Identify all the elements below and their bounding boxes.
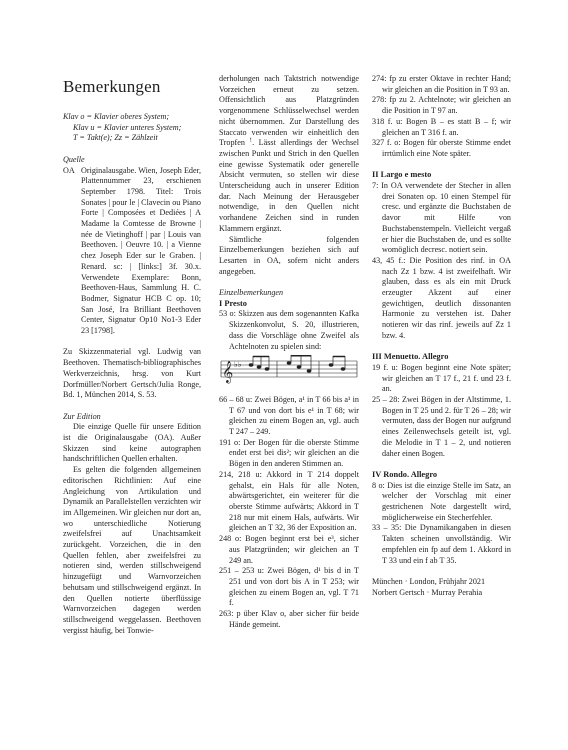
- abbreviation-line: Klav u = Klavier unteres System;: [73, 122, 182, 132]
- edition-paragraph: Es gelten die folgenden allgemeinen editorischen Richtlinien: Auf eine Angleichung von Artikulation und Dynamik an Parallelstellen verzichten wir im Allgemeinen. Wir gleichen nur dort an, wo unterschiedliche Notierung zweifelsfrei auf Unachtsamkeit zurückgeht. Vorzeichen, die in den Quellen fehlen, aber zweifelsfrei zu notieren sind, werden stillschweigend hinzugefügt und Warnvorzeichen behutsam und stillschweigend ergänzt. In den Quellen notierte überflüssige Warnvorzeichen dagegen werden stillschweigend weggelassen. Beethoven vergisst häufig, bei Tonwie-: [63, 465, 201, 635]
- movement-heading: IV Rondo. Allegro: [372, 469, 438, 479]
- remark-entry: 33 – 35: Die Dynamikangaben in diesen Takten scheinen unvollständig. Wir empfehlen ein fp auf dem 1. Akkord in T 33 und ein f ab T 35.: [372, 523, 511, 565]
- remark-entry: 327 f. o: Bogen für oberste Stimme endet irrtümlich eine Note später.: [372, 138, 511, 158]
- remark-entry: 263: p über Klav o, aber sicher für beide Hände gemeint.: [219, 609, 359, 629]
- remark-entry: 19 f. u: Bogen beginnt eine Note später; wir gleichen an T 17 f., 21 f. und 23 f. an.: [372, 362, 511, 394]
- abbreviation-line: T = Takt(e); Zz = Zählzeit: [73, 133, 158, 143]
- column-2: [219, 74, 359, 630]
- remark-entry: 318 f. u: Bogen B – es statt B – f; wir gleichen an T 316 f. an.: [372, 116, 511, 137]
- abbreviation-line: Klav o = Klavier oberes System;: [63, 112, 170, 121]
- movement-heading: II Largo e mesto: [372, 170, 432, 180]
- column-3: [372, 74, 511, 598]
- sketch-reference: Zu Skizzenmaterial vgl. Ludwig van Beethoven. Thematisch-bibliographisches Werkverzeichnis, hrsg. von Kurt Dorfmüller/Norbert Gertsch/Julia Ronge, Bd. 1, München 2014, S. 53.: [63, 347, 201, 400]
- remark-entry: 214, 218 u: Akkord in T 214 doppelt gehalst, ein Hals für alle Noten, abwärtsgerichtet, ein weiterer für die oberste Stimme aufwärts; Akkord in T 218 nur mit einem Hals, aufwärts. Wir gleichen an T 32, 36 der Exposition an.: [219, 469, 359, 533]
- svg-text:𝄞: 𝄞: [222, 361, 234, 384]
- movement-heading: I Presto: [219, 298, 247, 308]
- music-example: [219, 355, 359, 385]
- source-key: OA: [63, 165, 75, 175]
- edition-paragraph: Sämtliche folgenden Einzelbemerkungen beziehen sich auf Lesarten in OA, sofern nicht anders angegeben.: [219, 234, 359, 276]
- authors: Norbert Gertsch · Murray Perahia: [372, 587, 483, 597]
- remark-entry: 25 – 28: Zwei Bögen in der Altstimme, 1. Bogen in T 25 und 2. für T 26 – 28; wir vermuten, dass der Bogen nur aufgrund eines Zeilenwechsels geteilt ist, vgl. die Melodie in T 1 – 2, und notieren daher einen Bogen.: [372, 395, 511, 458]
- source-heading: Quelle: [63, 154, 85, 164]
- page-title: Bemerkungen: [63, 77, 161, 97]
- remark-entry: 7: In OA verwendete der Stecher in allen drei Sonaten op. 10 einen Stempel für cresc. und ergänzte die Buchstaben de davor mit Hilfe von Buchstabenstempeln. Vielleicht vergaß er hier die Buchstaben de, und es sollte womöglich decresc. notiert sein.: [372, 181, 511, 255]
- remark-entry: 251 – 253 u: Zwei Bögen, d¹ bis d in T 251 und von dort bis A in T 253; wir gleichen zu einem Bogen an, vgl. T 71 f.: [219, 566, 359, 608]
- svg-text:♭♭: ♭♭: [234, 360, 242, 370]
- remark-entry: 274: fp zu erster Oktave in rechter Hand; wir gleichen an die Position in T 93 an.: [372, 74, 511, 94]
- remarks-heading: Einzelbemerkungen: [219, 288, 284, 298]
- source-entry: [63, 166, 201, 337]
- edition-paragraph: derholungen nach Taktstrich notwendige Vorzeichen erneut zu setzen. Offensichtlich aus Platzgründen vorgenommene Schlüsselwechsel werden nicht übernommen. Zur Darstellung des Staccato verwenden wir einheitlich den Tropfen ꜝ. Lässt allerdings der Wechsel zwischen Punkt und Strich in den Quellen eine gewisse Systematik oder generelle Absicht vermuten, so stellen wir diese Unterscheidung auch in unserer Edition dar. Nach Meinung der Herausgeber notwendige, in den Quellen nicht vorhandene Zeichen sind in runden Klammern ergänzt.: [219, 74, 359, 233]
- source-description: Originalausgabe. Wien, Joseph Eder, Plattennummer 23, erschienen September 1798. Titel: Trois Sonates | pour le | Clavecin ou Piano Forte | Composées et Dediées | A Madame la Comtesse de Browne | née de Vietinghoff | par | Louis van Beethoven. | Oeuvre 10. | a Vienne chez Joseph Eder sur le Graben. | Renard. sc: | [links:] 3f. 30.x. Verwendete Exemplare: Bonn, Beethoven-Haus, Sammlung H. C. Bodmer, Signatur HCB C op. 10; San José, Ira Brilliant Beethoven Center, Signatur Op10 No1-3 Eder 23 [1798].: [81, 165, 201, 336]
- remark-entry: 248 o: Bogen beginnt erst bei e³, sicher aus Platzgründen; wir gleichen an T 249 an.: [219, 534, 359, 565]
- remark-entry: 43, 45 f.: Die Position des rinf. in OA nach Zz 1 bzw. 4 ist zweifelhaft. Wir glauben, dass es als ein mit Druck erzeugter Akzent auf einer gewichtigen, deutlich dissonanten Harmonie zu verstehen ist. Daher notieren wir das rinf. jeweils auf Zz 1 bzw. 4.: [372, 255, 511, 340]
- remark-entry: 53 o: Skizzen aus dem sogenannten Kafka Skizzenkonvolut, S. 20, illustrieren, dass die Vorschläge ohne Zweifel als Achtelnoten zu spielen sind:: [219, 309, 359, 351]
- remark-entry: 191 o: Der Bogen für die oberste Stimme endet erst bei dis²; wir gleichen an die Bögen in den anderen Stimmen an.: [219, 437, 359, 469]
- remark-entry: 278: fp zu 2. Achtelnote; wir gleichen an die Position in T 97 an.: [372, 95, 511, 116]
- movement-heading: III Menuetto. Allegro: [372, 352, 449, 362]
- column-1: [63, 112, 201, 636]
- edition-paragraph: Die einzige Quelle für unsere Edition ist die Originalausgabe (OA). Außer Skizzen sind keine autographen handschriftlichen Quellen erhalten.: [63, 422, 201, 464]
- place-date: München · London, Frühjahr 2021: [372, 576, 486, 586]
- remark-entry: 66 – 68 u: Zwei Bögen, a¹ in T 66 bis a¹ in T 67 und von dort bis e¹ in T 68; wir gleichen zu einem Bogen an, vgl. auch T 247 – 249.: [219, 394, 359, 437]
- edition-heading: Zur Edition: [63, 411, 101, 421]
- remark-entry: 8 o: Dies ist die einzige Stelle im Satz, an welcher der Vorschlag mit einer gestrichenen Note dargestellt wird, möglicherweise ein Stecherfehler.: [372, 480, 511, 522]
